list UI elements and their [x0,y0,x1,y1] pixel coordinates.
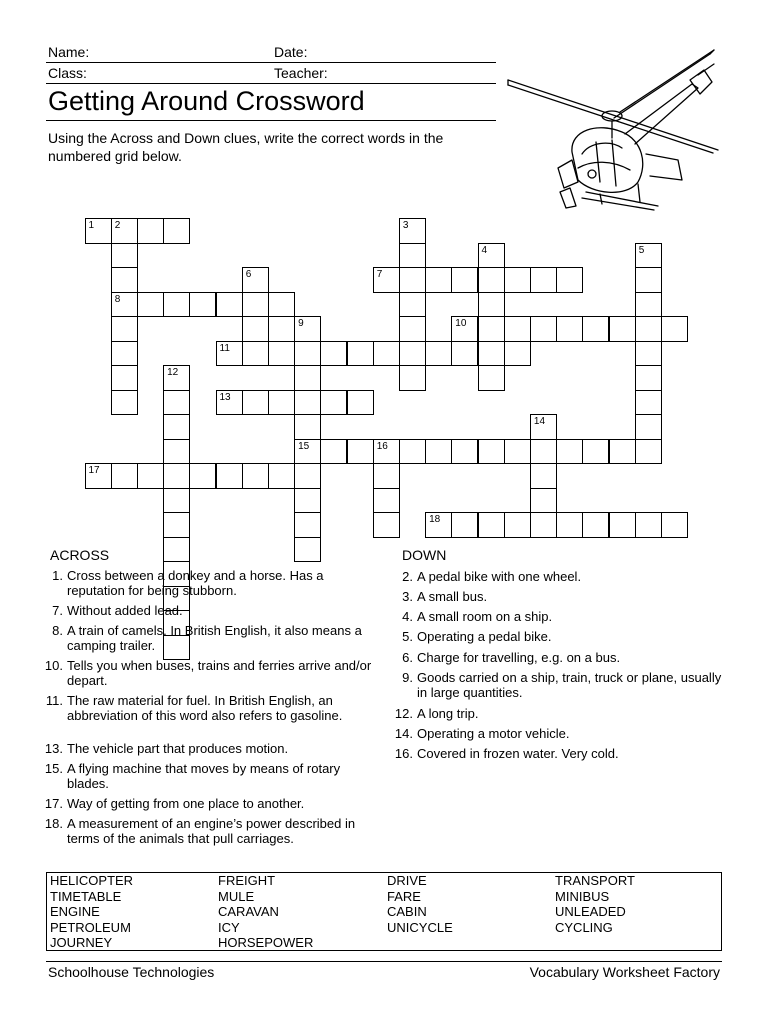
grid-cell[interactable] [582,439,609,465]
grid-cell[interactable] [530,463,557,489]
grid-cell[interactable] [163,365,190,391]
clue-num: 2. [402,569,413,584]
grid-cell[interactable] [242,463,269,489]
grid-cell[interactable] [399,218,426,244]
grid-cell[interactable] [163,439,190,465]
grid-cell[interactable] [399,341,426,367]
clue-number: 9 [298,318,304,329]
clue-num: 13. [44,741,63,756]
clue-number: 2 [114,220,121,231]
grid-cell[interactable] [294,365,321,391]
clue-text: A pedal bike with one wheel. [417,569,582,584]
grid-cell[interactable] [163,488,190,514]
grid-cell[interactable] [137,218,164,244]
grid-cell[interactable] [635,341,662,367]
grid-cell[interactable] [216,390,243,416]
grid-cell[interactable] [294,439,321,465]
grid-cell[interactable] [268,292,295,318]
word-bank-item: PETROLEUM [50,919,131,935]
clue-number: 16 [376,440,388,452]
clue-number: 18 [429,514,441,525]
grid-cell[interactable] [268,390,295,416]
grid-cell[interactable] [635,512,662,538]
grid-cell[interactable] [242,316,269,342]
clue-text: Way of getting from one place to another. [67,796,305,811]
clue-text: Covered in frozen water. Very cold. [417,746,619,761]
clue-num: 18. [44,816,63,831]
instructions-text: Using the Across and Down clues, write the correct words in the numbered grid below. [48,130,444,164]
name-label: Name: [48,44,90,60]
clue-number: 1 [88,220,95,231]
clue-num: 16. [394,746,413,761]
grid-cell[interactable] [530,316,557,342]
grid-cell[interactable] [504,341,531,367]
clue-num: 6. [402,650,413,665]
grid-cell[interactable] [320,341,347,367]
clue-number: 4 [481,244,488,256]
clue-text: The vehicle part that produces motion. [67,741,289,756]
clue-num: 9. [402,670,413,685]
grid-cell[interactable] [582,512,609,538]
grid-cell[interactable] [373,512,400,538]
grid-cell[interactable] [399,439,426,465]
clue-num: 1. [52,568,63,583]
grid-cell[interactable] [530,439,557,465]
grid-cell[interactable] [478,365,505,391]
grid-cell[interactable] [294,341,321,367]
clue-number: 5 [638,244,645,256]
grid-cell[interactable] [189,292,216,318]
clue-number: 6 [245,269,252,280]
clue-text: The raw material for fuel. In British English, an abbreviation of this word also refers to gasoline. [67,693,343,723]
grid-cell[interactable] [504,267,531,293]
grid-cell[interactable] [294,414,321,440]
grid-cell[interactable] [111,243,138,269]
word-bank-item: CABIN [387,904,427,920]
grid-cell[interactable] [137,463,164,489]
grid-cell[interactable] [373,439,400,465]
clue-num: 8. [52,623,63,638]
helicopter-icon [500,42,725,212]
clue-text: Operating a motor vehicle. [417,726,570,741]
grid-cell[interactable] [451,341,478,367]
across-title: ACROSS [50,547,110,563]
grid-cell[interactable] [556,512,583,538]
grid-cell[interactable] [556,316,583,342]
grid-cell[interactable] [111,292,138,318]
clue-text: A measurement of an engine’s power described in terms of the animals that pull carriages. [67,816,356,846]
grid-cell[interactable] [373,267,400,293]
word-bank-item: UNICYCLE [387,919,453,935]
grid-cell[interactable] [111,463,138,489]
page-title: Getting Around Crossword [48,86,365,116]
clue-number: 12 [167,367,179,378]
grid-cell[interactable] [216,292,243,318]
grid-cell[interactable] [635,414,662,440]
grid-cell[interactable] [347,341,374,367]
grid-cell[interactable] [163,390,190,416]
grid-cell[interactable] [582,316,609,342]
date-label: Date: [274,44,308,60]
divider [46,120,496,121]
grid-cell[interactable] [661,512,688,538]
grid-cell[interactable] [294,390,321,416]
grid-cell[interactable] [635,439,662,465]
grid-cell[interactable] [504,439,531,465]
grid-cell[interactable] [373,488,400,514]
clue-num: 17. [44,796,63,811]
grid-cell[interactable] [530,414,557,440]
grid-cell[interactable] [294,512,321,538]
grid-cell[interactable] [294,316,321,342]
grid-cell[interactable] [320,439,347,465]
grid-cell[interactable] [451,316,478,342]
clue-num: 15. [44,761,63,776]
grid-cell[interactable] [478,243,505,269]
clue-num: 12. [394,706,413,721]
clue-number: 17 [88,465,100,476]
clue-num: 5. [402,629,413,644]
footer-left: Schoolhouse Technologies [48,964,215,980]
word-bank-item: FARE [387,888,421,904]
grid-cell[interactable] [163,218,190,244]
clue-num: 4. [402,609,413,624]
clue-text: A train of camels. In British English, it also means a camping trailer. [67,623,362,653]
class-label: Class: [48,65,87,81]
grid-cell[interactable] [216,463,243,489]
grid-cell[interactable] [556,267,583,293]
grid-cell[interactable] [425,267,452,293]
clue-num: 14. [394,726,413,741]
clue-text: Tells you when buses, trains and ferries arrive and/or depart. [67,658,372,688]
grid-cell[interactable] [294,537,321,563]
grid-cell[interactable] [163,512,190,538]
footer-divider [46,961,722,962]
word-bank-item: CYCLING [555,919,613,935]
grid-cell[interactable] [635,243,662,269]
grid-cell[interactable] [635,267,662,293]
grid-cell[interactable] [189,463,216,489]
grid-cell[interactable] [661,316,688,342]
grid-cell[interactable] [163,463,190,489]
clue-number: 3 [402,220,409,231]
grid-cell[interactable] [451,512,478,538]
grid-cell[interactable] [451,439,478,465]
grid-cell[interactable] [399,365,426,391]
grid-cell[interactable] [320,390,347,416]
clue-text: Operating a pedal bike. [417,629,552,644]
grid-cell[interactable] [163,537,190,563]
clue-number: 11 [219,342,230,354]
grid-cell[interactable] [111,267,138,293]
grid-cell[interactable] [85,463,112,489]
grid-cell[interactable] [163,414,190,440]
grid-cell[interactable] [425,439,452,465]
grid-cell[interactable] [216,341,243,367]
grid-cell[interactable] [635,365,662,391]
clue-text: Cross between a donkey and a horse. Has a reputation for being stubborn. [67,568,324,598]
grid-cell[interactable] [242,292,269,318]
grid-cell[interactable] [478,316,505,342]
divider [46,62,496,63]
clue-text: A long trip. [417,706,479,721]
grid-cell[interactable] [137,292,164,318]
clue-number: 13 [219,391,231,403]
clue-text: Goods carried on a ship, train, truck or plane, usually in large quantities. [417,670,722,700]
grid-cell[interactable] [451,267,478,293]
grid-cell[interactable] [242,390,269,416]
word-bank-item: DRIVE [387,873,427,888]
grid-cell[interactable] [111,316,138,342]
grid-cell[interactable] [635,390,662,416]
grid-cell[interactable] [478,292,505,318]
grid-cell[interactable] [504,512,531,538]
word-bank-item: MULE [218,888,255,904]
grid-cell[interactable] [478,512,505,538]
word-bank-item: FREIGHT [218,873,276,888]
word-bank-item: ENGINE [50,904,100,920]
grid-cell[interactable] [530,267,557,293]
grid-cell[interactable] [242,341,269,367]
clue-num: 11. [45,693,63,708]
word-bank-item: UNLEADED [555,904,626,920]
grid-cell[interactable] [425,512,452,538]
grid-cell[interactable] [635,316,662,342]
word-bank-item: MINIBUS [555,888,610,904]
grid-cell[interactable] [609,512,636,538]
grid-cell[interactable] [530,488,557,514]
grid-cell[interactable] [556,439,583,465]
grid-cell[interactable] [111,341,138,367]
clue-number: 7 [376,269,383,280]
clue-text: Charge for travelling, e.g. on a bus. [417,650,621,665]
grid-cell[interactable] [373,463,400,489]
grid-cell[interactable] [111,218,138,244]
grid-cell[interactable] [530,512,557,538]
clue-num: 7. [52,603,63,618]
grid-cell[interactable] [373,341,400,367]
grid-cell[interactable] [478,341,505,367]
grid-cell[interactable] [478,267,505,293]
clue-text: Without added lead. [67,603,183,618]
clue-num: 10. [44,658,63,673]
grid-cell[interactable] [111,390,138,416]
grid-cell[interactable] [399,316,426,342]
grid-cell[interactable] [609,316,636,342]
grid-cell[interactable] [425,341,452,367]
grid-cell[interactable] [294,463,321,489]
clue-number: 14 [533,416,546,427]
grid-cell[interactable] [268,341,295,367]
word-bank-item: TIMETABLE [50,888,122,904]
grid-cell[interactable] [163,292,190,318]
word-bank-item: CARAVAN [218,904,279,920]
word-bank-item: ICY [218,919,240,935]
word-bank-item: HORSEPOWER [218,935,314,951]
grid-cell[interactable] [268,463,295,489]
grid-cell[interactable] [242,267,269,293]
word-bank-item: TRANSPORT [555,873,635,888]
down-title: DOWN [402,547,447,563]
footer-right: Vocabulary Worksheet Factory [529,964,720,980]
word-bank [46,872,722,951]
divider [46,83,496,84]
clue-text: A flying machine that moves by means of rotary blades. [67,761,341,791]
teacher-label: Teacher: [274,65,328,81]
clue-number: 8 [114,293,121,305]
word-bank-item: HELICOPTER [50,873,134,888]
clue-number: 15 [298,440,310,452]
grid-cell[interactable] [478,439,505,465]
grid-cell[interactable] [399,243,426,269]
grid-cell[interactable] [504,316,531,342]
clue-number: 10 [455,318,467,329]
grid-cell[interactable] [609,439,636,465]
grid-cell[interactable] [399,267,426,293]
clue-text: A small room on a ship. [417,609,553,624]
grid-cell[interactable] [111,365,138,391]
grid-cell[interactable] [85,218,112,244]
grid-cell[interactable] [399,292,426,318]
clue-num: 3. [402,589,413,604]
word-bank-item: JOURNEY [50,935,113,951]
grid-cell[interactable] [294,488,321,514]
grid-cell[interactable] [347,439,374,465]
clue-text: A small bus. [417,589,488,604]
grid-cell[interactable] [635,292,662,318]
grid-cell[interactable] [347,390,374,416]
